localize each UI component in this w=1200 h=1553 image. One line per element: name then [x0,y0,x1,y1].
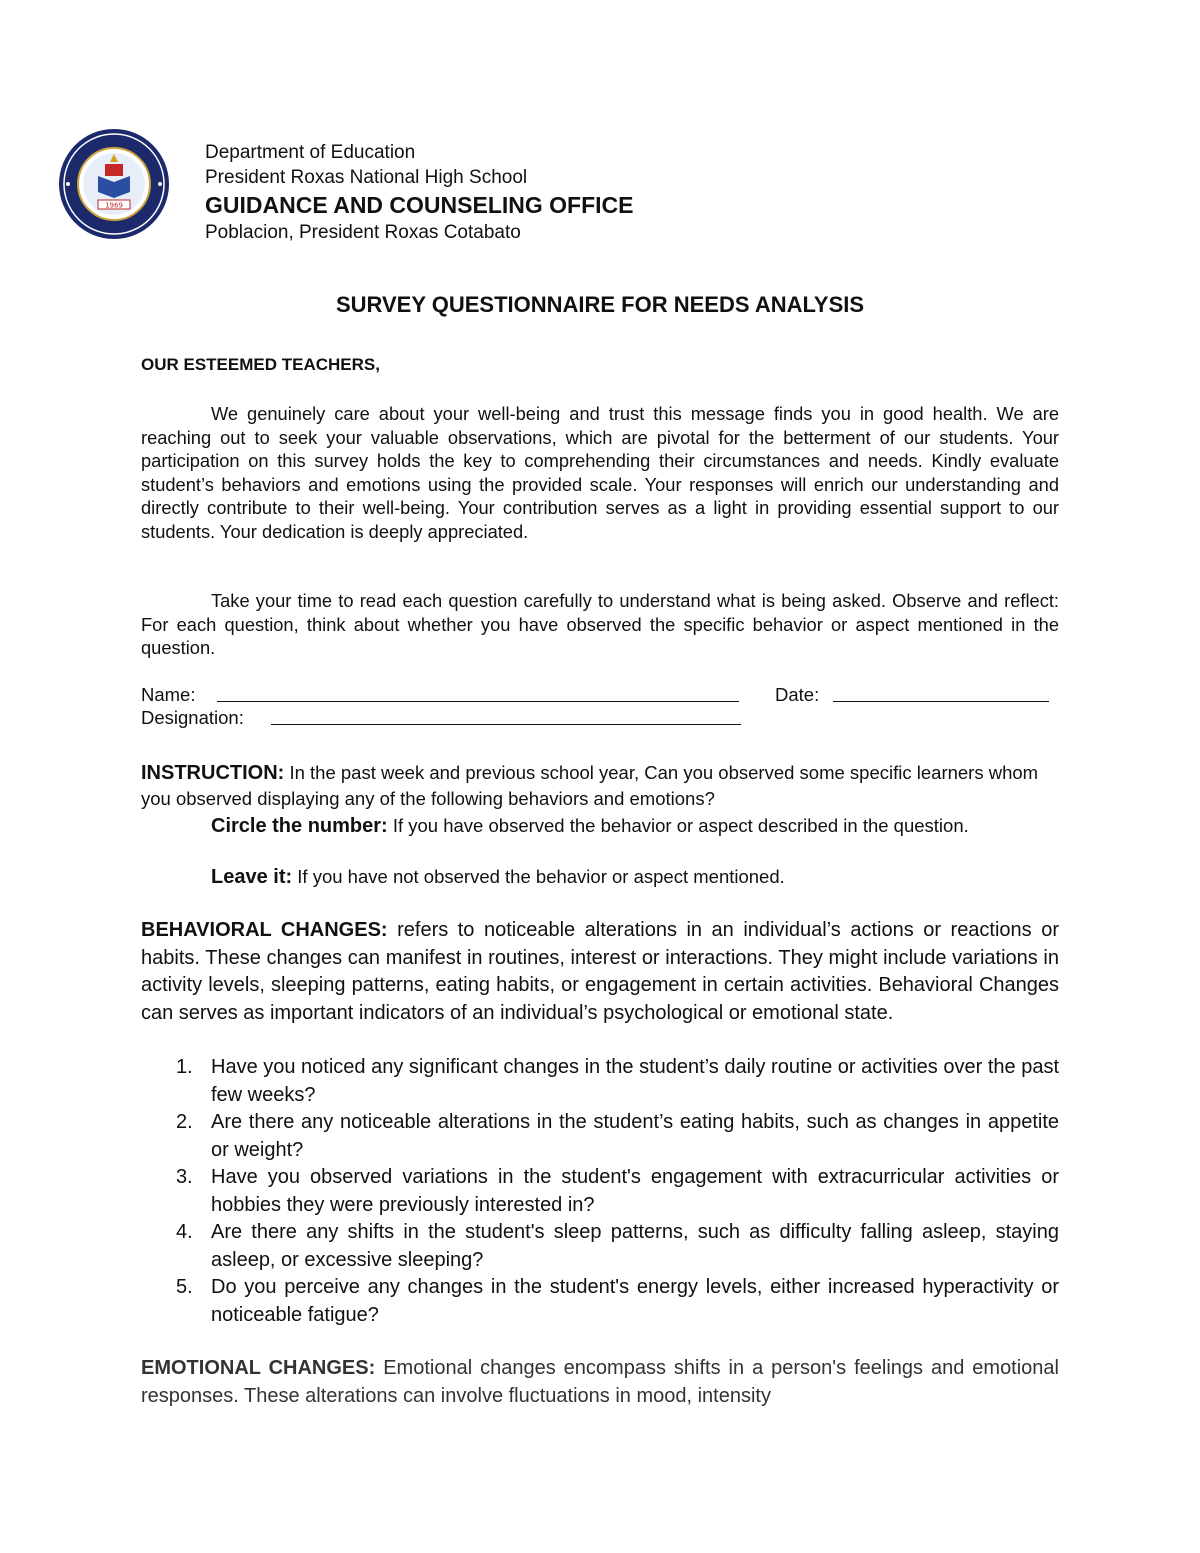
date-label: Date: [775,684,820,705]
question-item [141,1164,1059,1219]
instruction-heading: INSTRUCTION: [141,762,285,784]
question-text: Have you observed variations in the student's engagement with extracurricular activities or hobbies they were previously interested in? [211,1166,1059,1216]
question-text: Are there any shifts in the student's sleep patterns, such as difficulty falling asleep, staying asleep, or excessive sleeping? [211,1221,1059,1271]
question-item [141,1109,1059,1164]
question-number[interactable]: 4. [176,1221,193,1243]
intro-paragraph-text: We genuinely care about your well-being and trust this message finds you in good health. We are reaching out to seek your valuable observations, which are pivotal for the betterment of our students. Your participation on this survey holds the key to comprehending their circumstances and needs. Kindly evaluate student’s behaviors and emotions using the provided scale. Your responses will enrich our understanding and directly contribute to their well-being. Your contribution serves as a light in providing essential support to our students. Your dedication is deeply appreciated. [141,403,1059,542]
name-label: Name: [141,684,196,705]
intro-paragraph [141,402,1059,543]
question-item [141,1219,1059,1274]
question-number[interactable]: 2. [176,1111,193,1133]
school-address: Poblacion, President Roxas Cotabato [205,222,521,243]
question-text: Are there any noticeable alterations in the student’s eating habits, such as changes in appetite or weight? [211,1111,1059,1161]
emotional-heading: EMOTIONAL CHANGES: [141,1357,376,1379]
reading-paragraph [141,589,1059,660]
question-number[interactable]: 1. [176,1056,193,1078]
respondent-fields [141,683,1059,729]
question-item [141,1274,1059,1329]
designation-field[interactable] [271,706,741,725]
emotional-text: Emotional changes encompass shifts in a person's feelings and emotional responses. These alterations can involve fluctuations in mood, intensity [141,1357,1059,1407]
emotional-changes-definition [141,1355,1059,1410]
behavioral-question-list [141,1054,1059,1329]
office-name: GUIDANCE AND COUNSELING OFFICE [205,192,634,218]
question-text: Have you noticed any significant changes in the student’s daily routine or activities over the past few weeks? [211,1056,1059,1106]
school-seal-logo [58,128,170,240]
leave-heading: Leave it: [211,866,293,888]
leave-instruction [211,864,1031,890]
greeting: OUR ESTEEMED TEACHERS, [141,355,380,374]
circle-instruction [211,813,1031,839]
document-title: SURVEY QUESTIONNAIRE FOR NEEDS ANALYSIS [335,292,865,317]
designation-label: Designation: [141,707,244,728]
behavioral-changes-definition [141,917,1059,1027]
reading-paragraph-text: Take your time to read each question carefully to understand what is being asked. Observe and reflect: For each question, think about whether you have observed the specific behavior or aspect mentioned in the question. [141,590,1059,658]
question-number[interactable]: 5. [176,1276,193,1298]
behavioral-heading: BEHAVIORAL CHANGES: [141,919,388,941]
leave-text: If you have not observed the behavior or aspect mentioned. [292,866,785,887]
circle-text: If you have observed the behavior or aspect described in the question. [387,815,969,836]
seal-year: 1969 [105,201,123,210]
school-name: President Roxas National High School [205,167,528,188]
instruction-text: In the past week and previous school year, Can you observed some specific learners whom you observed displaying any of the following behaviors and emotions? [141,762,1039,809]
date-field[interactable] [833,683,1049,702]
circle-heading: Circle the number: [211,815,388,837]
department-name: Department of Education [205,142,416,163]
name-field[interactable] [217,683,739,702]
question-item [141,1054,1059,1109]
question-number[interactable]: 3. [176,1166,193,1188]
instruction-block [141,760,1059,811]
question-text: Do you perceive any changes in the student's energy levels, either increased hyperactivity or noticeable fatigue? [211,1276,1059,1326]
letterhead [205,140,634,245]
behavioral-text: refers to noticeable alterations in an individual’s actions or reactions or habits. These changes can manifest in routines, interest or interactions. They might include variations in activity levels, sleeping patterns, eating habits, or engagement in certain activities. Behavioral Changes can serves as important indicators of an individual’s psychological or emotional state. [141,919,1059,1024]
